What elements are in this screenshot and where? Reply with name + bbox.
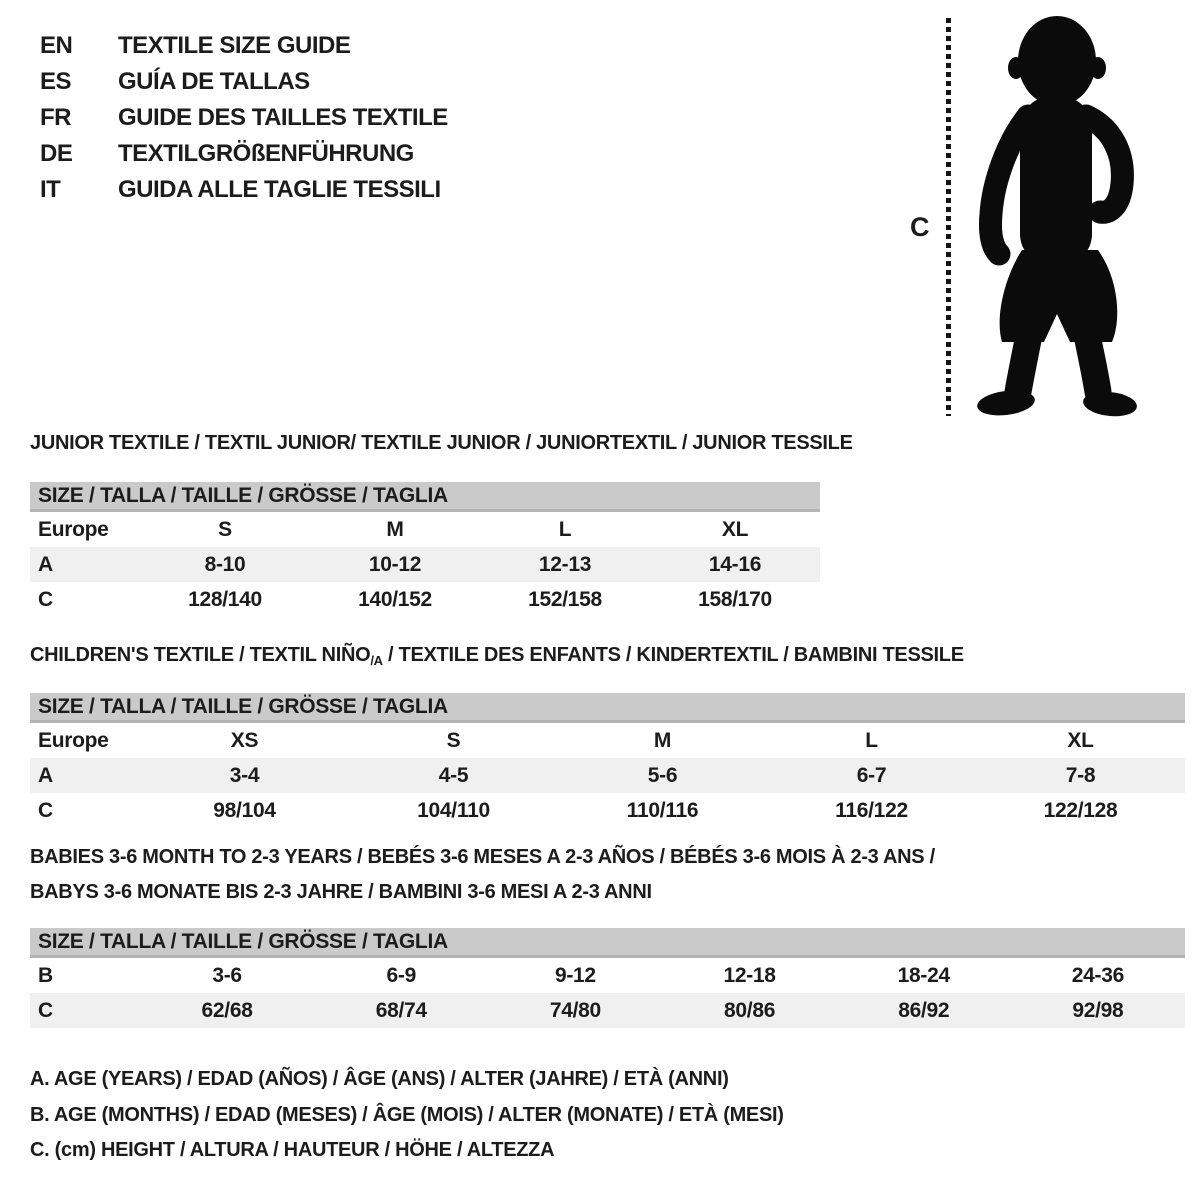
babies-section-title-line1: BABIES 3-6 MONTH TO 2-3 YEARS / BEBÉS 3-6 MESES A 2-3 AÑOS / BÉBÉS 3-6 MOIS À 2-3 ANS / (30, 846, 935, 868)
language-title: TEXTILE SIZE GUIDE (118, 32, 351, 59)
table-row-europe (30, 723, 1185, 758)
table-cell: 7-8 (1065, 763, 1096, 787)
table-row-c (30, 582, 820, 617)
row-label: A (38, 552, 53, 576)
legend-line-c: C. (cm) HEIGHT / ALTURA / HAUTEUR / HÖHE / ALTEZZA (30, 1139, 555, 1161)
table-cell: 128/140 (188, 587, 262, 611)
children-section-title (30, 644, 964, 668)
table-row-c (30, 793, 1185, 828)
language-row (40, 136, 448, 172)
table-cell: 80/86 (724, 998, 776, 1022)
table-cell: 86/92 (898, 998, 950, 1022)
table-cell: L (558, 517, 572, 541)
children-size-table (30, 693, 1185, 828)
height-label-c: C (910, 212, 930, 242)
table-cell: 12-13 (538, 552, 592, 576)
table-cell: 116/122 (835, 798, 908, 822)
baby-silhouette-icon (962, 12, 1142, 420)
table-cell: 4-5 (438, 763, 469, 787)
table-cell: M (386, 517, 404, 541)
babies-section-title-line2: BABYS 3-6 MONATE BIS 2-3 JAHRE / BAMBINI 3-6 MESI A 2-3 ANNI (30, 881, 652, 903)
table-cell: XS (230, 728, 259, 752)
size-header-bar: SIZE / TALLA / TAILLE / GRÖSSE / TAGLIA (30, 928, 1185, 958)
table-cell: 68/74 (375, 998, 427, 1022)
table-cell: XL (1067, 728, 1094, 752)
size-header-bar: SIZE / TALLA / TAILLE / GRÖSSE / TAGLIA (30, 693, 1185, 723)
table-cell: L (865, 728, 878, 752)
language-code: DE (40, 140, 73, 167)
language-row (40, 28, 448, 64)
size-header-bar: SIZE / TALLA / TAILLE / GRÖSSE / TAGLIA (30, 482, 820, 512)
height-dashed-line (946, 18, 951, 416)
language-code: FR (40, 104, 71, 131)
table-cell: 6-9 (386, 963, 416, 987)
table-cell: 3-6 (212, 963, 242, 987)
table-row-b (30, 958, 1185, 993)
language-title: GUIDE DES TAILLES TEXTILE (118, 104, 448, 131)
table-cell: 158/170 (698, 587, 772, 611)
table-cell: 3-4 (229, 763, 260, 787)
language-title: GUÍA DE TALLAS (118, 68, 310, 95)
language-row (40, 100, 448, 136)
language-row (40, 172, 448, 208)
table-row-c (30, 993, 1185, 1028)
language-code: IT (40, 176, 61, 203)
table-cell: 14-16 (708, 552, 762, 576)
table-cell: 9-12 (554, 963, 596, 987)
table-cell: 62/68 (201, 998, 253, 1022)
row-label: C (38, 998, 53, 1022)
table-cell: 140/152 (358, 587, 432, 611)
children-title-rest: / TEXTILE DES ENFANTS / KINDERTEXTIL / BAMBINI TESSILE (382, 644, 964, 666)
table-row-a (30, 758, 1185, 793)
table-row-a (30, 547, 820, 582)
row-label: A (38, 763, 53, 787)
table-cell: 8-10 (204, 552, 246, 576)
row-label: B (38, 963, 53, 987)
row-label: Europe (38, 517, 109, 541)
table-cell: 104/110 (417, 798, 490, 822)
table-cell: 122/128 (1043, 798, 1118, 822)
row-label: Europe (38, 728, 109, 752)
children-title-main: CHILDREN'S TEXTILE / TEXTIL NIÑO (30, 644, 371, 666)
language-code: EN (40, 32, 73, 59)
junior-size-table (30, 482, 820, 617)
table-cell: 10-12 (368, 552, 422, 576)
table-cell: 5-6 (647, 763, 678, 787)
children-title-sub: /A (370, 653, 383, 668)
table-cell: 6-7 (856, 763, 887, 787)
language-title: TEXTILGRÖßENFÜHRUNG (118, 140, 414, 167)
table-cell: 152/158 (528, 587, 602, 611)
table-cell: 18-24 (897, 963, 950, 987)
table-row-europe (30, 512, 820, 547)
table-cell: 74/80 (549, 998, 601, 1022)
legend-line-a: A. AGE (YEARS) / EDAD (AÑOS) / ÂGE (ANS) / ALTER (JAHRE) / ETÀ (ANNI) (30, 1068, 729, 1090)
legend-line-b: B. AGE (MONTHS) / EDAD (MESES) / ÂGE (MOIS) / ALTER (MONATE) / ETÀ (MESI) (30, 1104, 784, 1126)
language-code: ES (40, 68, 72, 95)
table-cell: 110/116 (626, 798, 699, 822)
table-cell: 24-36 (1071, 963, 1125, 987)
language-title: GUIDA ALLE TAGLIE TESSILI (118, 176, 441, 203)
table-cell: S (218, 517, 232, 541)
table-cell: XL (721, 517, 749, 541)
row-label: C (38, 798, 53, 822)
language-row (40, 64, 448, 100)
table-cell: 12-18 (723, 963, 776, 987)
junior-section-title: JUNIOR TEXTILE / TEXTIL JUNIOR/ TEXTILE JUNIOR / JUNIORTEXTIL / JUNIOR TESSILE (30, 432, 853, 454)
table-cell: S (446, 728, 461, 752)
table-cell: 98/104 (213, 798, 276, 822)
table-cell: 92/98 (1072, 998, 1124, 1022)
table-cell: M (653, 728, 672, 752)
row-label: C (38, 587, 53, 611)
babies-size-table (30, 928, 1185, 1028)
language-list (40, 28, 448, 208)
